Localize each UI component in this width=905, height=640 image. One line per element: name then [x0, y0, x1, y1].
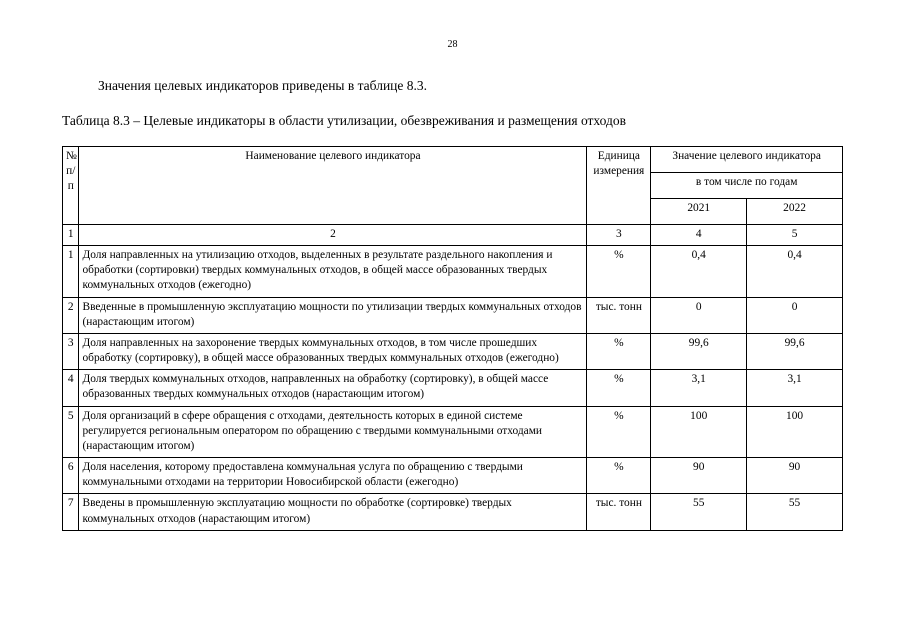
- row-num: 5: [63, 406, 79, 457]
- row-value-2021: 55: [651, 494, 747, 530]
- row-num: 3: [63, 333, 79, 369]
- column-number: 4: [651, 225, 747, 246]
- row-value-2021: 3,1: [651, 370, 747, 406]
- row-num: 6: [63, 458, 79, 494]
- column-number: 5: [747, 225, 843, 246]
- page-number: 28: [447, 39, 458, 50]
- table-row: [63, 494, 843, 530]
- row-unit: %: [587, 246, 651, 297]
- row-value-2021: 0,4: [651, 246, 747, 297]
- row-indicator-name: Введенные в промышленную эксплуатацию мощности по утилизации твердых коммунальных отходов (нарастающим итогом): [79, 297, 587, 333]
- column-number: 2: [79, 225, 587, 246]
- row-num: 1: [63, 246, 79, 297]
- header-unit: Единица измерения: [587, 147, 651, 225]
- row-value-2022: 99,6: [747, 333, 843, 369]
- row-indicator-name: Доля организаций в сфере обращения с отходами, деятельность которых в единой системе регулируется региональным оператором по обращению с твердыми коммунальными отходами (нарастающим итогом): [79, 406, 587, 457]
- table-row: [63, 297, 843, 333]
- header-value: Значение целевого индикатора: [651, 147, 843, 173]
- row-unit: %: [587, 406, 651, 457]
- table-row: [63, 406, 843, 457]
- table-caption: Таблица 8.3 – Целевые индикаторы в области утилизации, обезвреживания и размещения отходов: [62, 113, 627, 128]
- table-row: [63, 246, 843, 297]
- column-number-row: [63, 225, 843, 246]
- header-num: № п/п: [63, 147, 79, 225]
- row-value-2021: 90: [651, 458, 747, 494]
- row-value-2021: 0: [651, 297, 747, 333]
- row-value-2022: 0: [747, 297, 843, 333]
- row-value-2021: 100: [651, 406, 747, 457]
- row-indicator-name: Доля твердых коммунальных отходов, направленных на обработку (сортировку), в общей массе образованных твердых коммунальных отходов (нарастающим итогом): [79, 370, 587, 406]
- row-value-2022: 90: [747, 458, 843, 494]
- row-value-2022: 55: [747, 494, 843, 530]
- column-number: 3: [587, 225, 651, 246]
- row-indicator-name: Доля направленных на утилизацию отходов, выделенных в результате раздельного накопления и обработки (сортировки) твердых коммунальных отходов, в общей массе образованных твердых коммунальных отходов (ежегодно): [79, 246, 587, 297]
- column-number: 1: [63, 225, 79, 246]
- row-unit: %: [587, 458, 651, 494]
- row-unit: тыс. тонн: [587, 494, 651, 530]
- row-value-2021: 99,6: [651, 333, 747, 369]
- row-unit: тыс. тонн: [587, 297, 651, 333]
- header-name: Наименование целевого индикатора: [79, 147, 587, 225]
- header-year-2021: 2021: [651, 199, 747, 225]
- header-year-2022: 2022: [747, 199, 843, 225]
- row-indicator-name: Доля направленных на захоронение твердых коммунальных отходов, в том числе прошедших обработку (сортировку), в общей массе образованных твердых коммунальных отходов (ежегодно): [79, 333, 587, 369]
- indicators-table: [62, 146, 843, 531]
- row-unit: %: [587, 333, 651, 369]
- row-unit: %: [587, 370, 651, 406]
- row-indicator-name: Введены в промышленную эксплуатацию мощности по обработке (сортировке) твердых коммунальных отходов (нарастающим итогом): [79, 494, 587, 530]
- row-num: 2: [63, 297, 79, 333]
- row-value-2022: 0,4: [747, 246, 843, 297]
- row-indicator-name: Доля населения, которому предоставлена коммунальная услуга по обращению с твердыми коммунальными отходами на территории Новосибирской области (ежегодно): [79, 458, 587, 494]
- table-row: [63, 333, 843, 369]
- row-value-2022: 100: [747, 406, 843, 457]
- table-row: [63, 458, 843, 494]
- intro-paragraph: Значения целевых индикаторов приведены в таблице 8.3.: [98, 78, 428, 93]
- row-num: 7: [63, 494, 79, 530]
- header-by-years: в том числе по годам: [651, 173, 843, 199]
- row-value-2022: 3,1: [747, 370, 843, 406]
- row-num: 4: [63, 370, 79, 406]
- table-row: [63, 370, 843, 406]
